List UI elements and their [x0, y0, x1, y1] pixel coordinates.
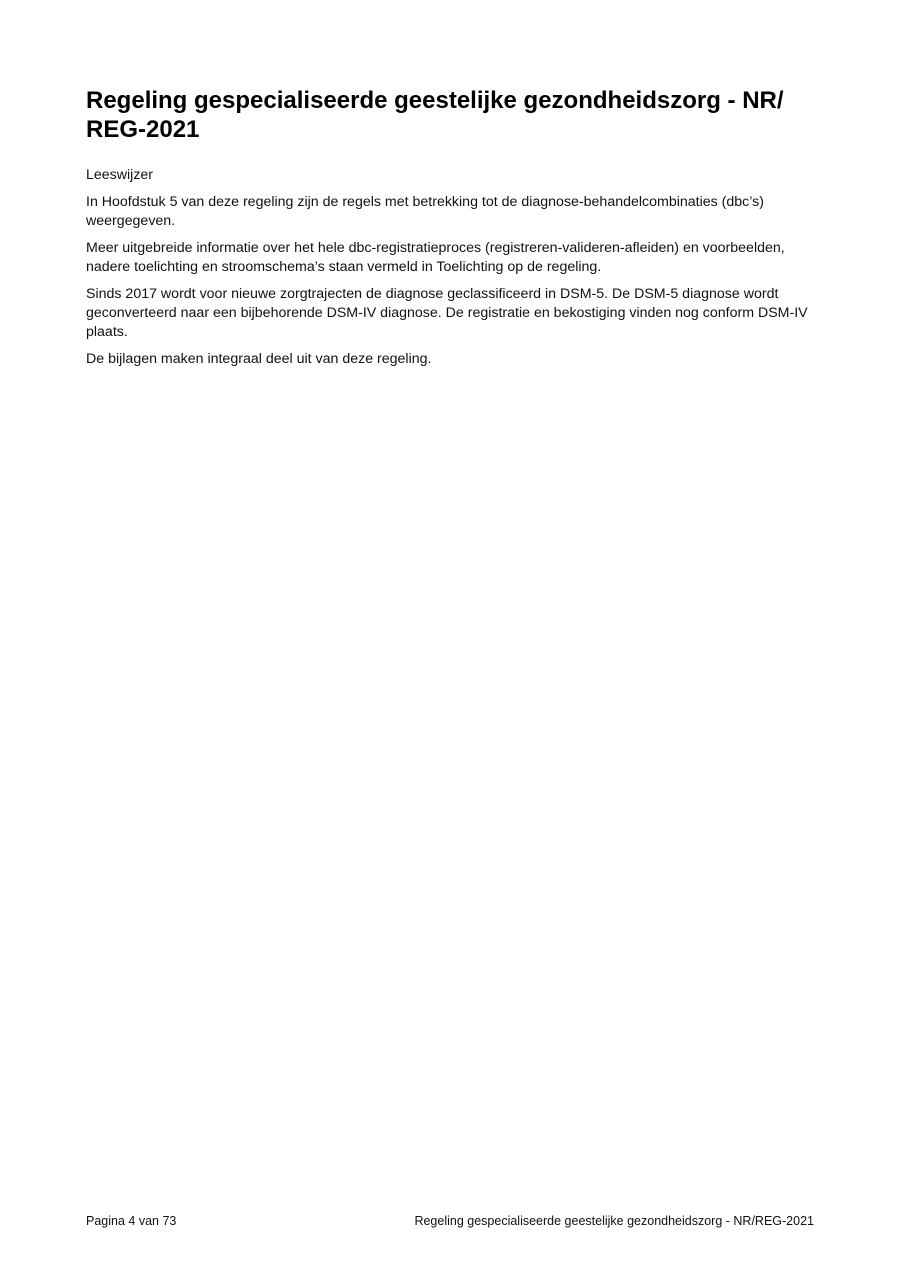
paragraph-bijlagen: De bijlagen maken integraal deel uit van deze regeling.	[86, 351, 432, 367]
title-line-1: Regeling gespecialiseerde geestelijke gezondheidszorg - NR/	[86, 87, 784, 114]
footer-document-title: Regeling gespecialiseerde geestelijke gezondheidszorg - NR/REG-2021	[414, 1214, 814, 1228]
section-heading-leeswijzer: Leeswijzer	[86, 167, 154, 183]
paragraph-registratieproces: Meer uitgebreide informatie over het hele dbc-registratieproces (registreren-valideren-afleiden) en voorbeelden, nadere toelichting en stroomschema’s staan vermeld in Toelichting op de regeling.	[86, 240, 785, 275]
title-line-2: REG-2021	[86, 116, 200, 143]
paragraph-dsm-5: Sinds 2017 wordt voor nieuwe zorgtrajecten de diagnose geclassificeerd in DSM-5. De DSM-5 diagnose wordt geconverteerd naar een bijbehorende DSM-IV diagnose. De registratie en bekostiging vinden nog conform DSM-IV plaats.	[86, 286, 808, 340]
paragraph-hoofdstuk-5: In Hoofdstuk 5 van deze regeling zijn de regels met betrekking tot de diagnose-behandelcombinaties (dbc’s) weergegeven.	[86, 194, 764, 229]
page-number: Pagina 4 van 73	[86, 1214, 177, 1228]
document-body	[86, 86, 816, 377]
page-title	[86, 86, 816, 144]
